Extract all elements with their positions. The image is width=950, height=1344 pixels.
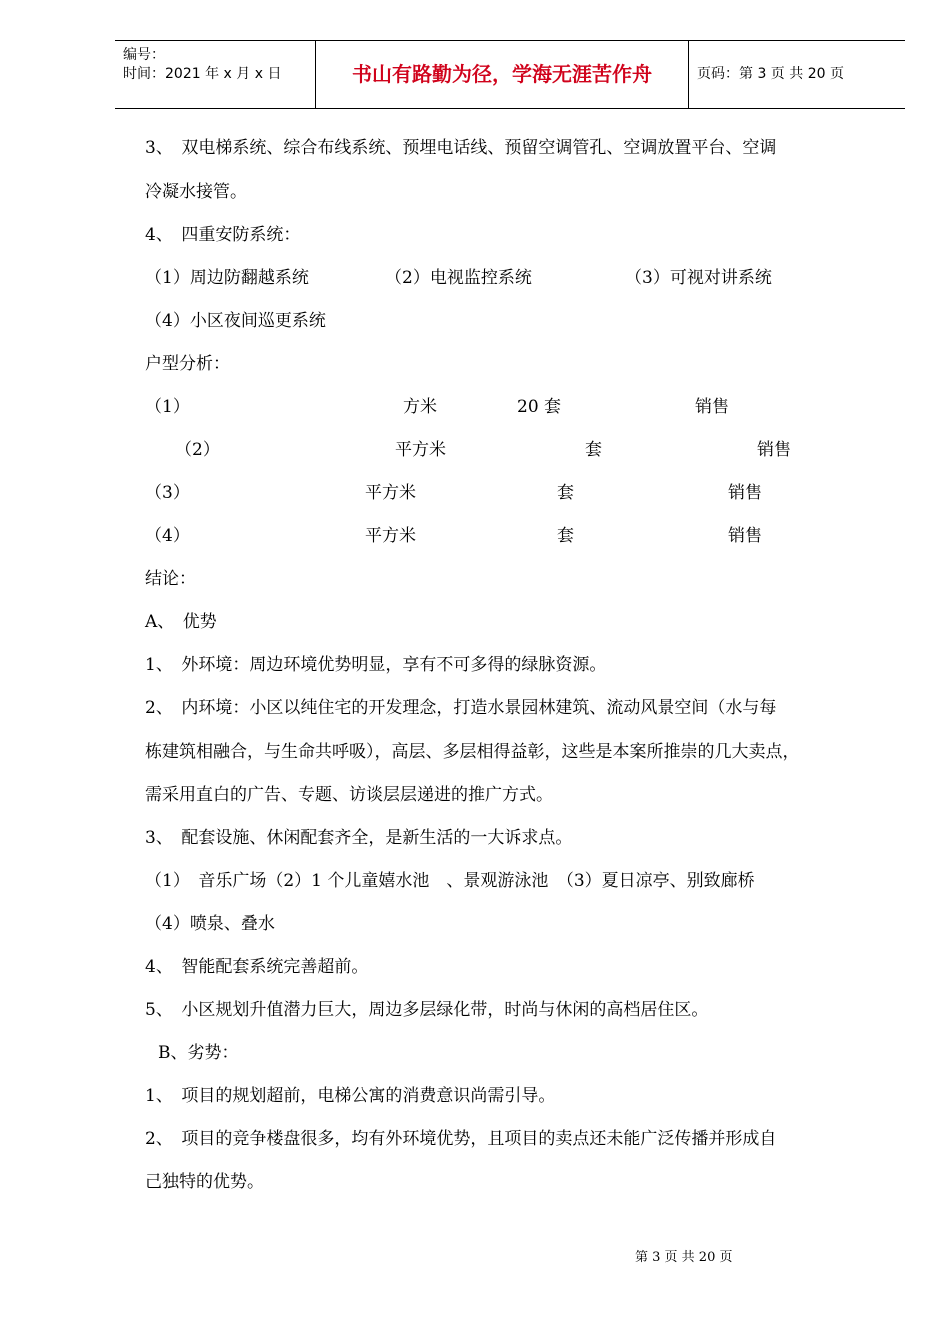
unit-row-count: 套: [585, 440, 602, 460]
unit-row-sale: 销售: [728, 526, 762, 546]
text-line: 2、 项目的竞争楼盘很多，均有外环境优势，且项目的卖点还未能广泛传播并形成自: [145, 1129, 777, 1149]
text-line: 2、 内环境：小区以纯住宅的开发理念，打造水景园林建筑、流动风景空间（水与每: [145, 698, 777, 718]
text-line: 4、 智能配套系统完善超前。: [145, 957, 369, 977]
unit-row-count: 套: [557, 483, 574, 503]
unit-row-sale: 销售: [757, 440, 791, 460]
unit-row-count: 20 套: [517, 397, 562, 417]
unit-row-sale: 销售: [728, 483, 762, 503]
text-line: 己独特的优势。: [145, 1172, 264, 1192]
header-motto: 书山有路勤为径，学海无涯苦作舟: [316, 41, 689, 108]
page-footer: 第 3 页 共 20 页: [635, 1250, 733, 1265]
text-line: 5、 小区规划升值潜力巨大，周边多层绿化带，时尚与休闲的高档居住区。: [145, 1000, 709, 1020]
unit-row-label: （3）: [145, 483, 190, 503]
time-label: 时间：2021 年 x 月 x 日: [123, 66, 282, 82]
text-line: 1、 外环境：周边环境优势明显，享有不可多得的绿脉资源。: [145, 655, 607, 675]
text-line: 1、 项目的规划超前，电梯公寓的消费意识尚需引导。: [145, 1086, 556, 1106]
security-item-1: （1）周边防翻越系统: [145, 268, 309, 288]
unit-row-area: 平方米: [365, 526, 416, 546]
unit-row-area: 方米: [403, 397, 437, 417]
text-line: （1） 音乐广场（2）1 个儿童嬉水池 、景观游泳池 （3）夏日凉亭、别致廊桥: [145, 871, 755, 891]
subsection-heading: A、 优势: [145, 612, 217, 632]
unit-row-count: 套: [557, 526, 574, 546]
text-line: （4）喷泉、叠水: [145, 914, 275, 934]
text-line: 栋建筑相融合，与生命共呼吸），高层、多层相得益彰，这些是本案所推崇的几大卖点，: [145, 742, 800, 762]
unit-row-area: 平方米: [365, 483, 416, 503]
unit-row-label: （2）: [175, 440, 220, 460]
header-meta-cell: [115, 41, 316, 108]
security-item-3: （3）可视对讲系统: [625, 268, 772, 288]
unit-row-area: 平方米: [395, 440, 446, 460]
number-label: 编号：: [123, 47, 165, 63]
unit-row-label: （1）: [145, 397, 190, 417]
text-line: 需采用直白的广告、专题、访谈层层递进的推广方式。: [145, 785, 553, 805]
section-heading: 户型分析：: [145, 354, 230, 374]
unit-row-label: （4）: [145, 526, 190, 546]
header-page-label: 页码：第 3 页 共 20 页: [697, 66, 844, 82]
unit-row-sale: 销售: [695, 397, 729, 417]
security-item-2: （2）电视监控系统: [385, 268, 532, 288]
section-heading: 结论：: [145, 569, 196, 589]
text-line: 4、 四重安防系统：: [145, 225, 301, 245]
subsection-heading: B、劣势：: [158, 1043, 239, 1063]
text-line: 3、 配套设施、休闲配套齐全，是新生活的一大诉求点。: [145, 828, 573, 848]
text-line: 冷凝水接管。: [145, 182, 247, 202]
security-item-4: （4）小区夜间巡更系统: [145, 311, 326, 331]
text-line: 3、 双电梯系统、综合布线系统、预埋电话线、预留空调管孔、空调放置平台、空调: [145, 138, 777, 158]
page-header: [115, 40, 905, 109]
